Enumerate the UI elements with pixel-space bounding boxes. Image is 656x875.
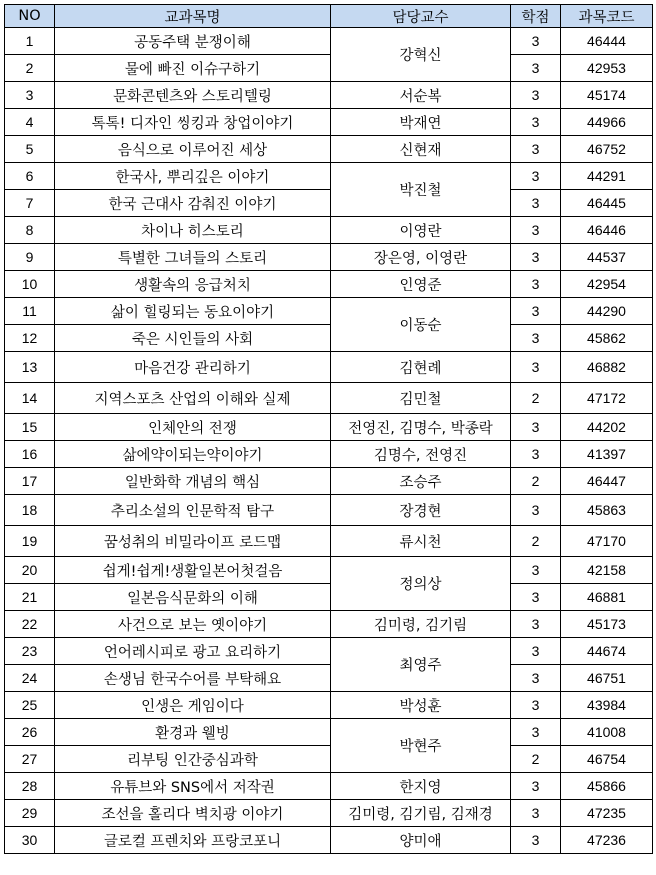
course-name: 공동주택 분쟁이해 [55,28,331,55]
row-number: 28 [5,773,55,800]
course-code: 46445 [561,190,653,217]
professor: 장은영, 이영란 [331,244,511,271]
row-number: 21 [5,584,55,611]
course-name: 톡톡! 디자인 씽킹과 창업이야기 [55,109,331,136]
course-name: 리부팅 인간중심과학 [55,746,331,773]
professor: 양미애 [331,827,511,854]
row-number: 26 [5,719,55,746]
professor: 김미령, 김기림, 김재경 [331,800,511,827]
course-name: 생활속의 응급처치 [55,271,331,298]
course-code: 46754 [561,746,653,773]
table-row [5,352,653,383]
course-name: 물에 빠진 이슈구하기 [55,55,331,82]
course-code: 45173 [561,611,653,638]
row-number: 17 [5,468,55,495]
table-row [5,325,653,352]
course-name: 언어레시피로 광고 요리하기 [55,638,331,665]
credit: 3 [511,495,561,526]
credit: 2 [511,468,561,495]
professor: 전영진, 김명수, 박종락 [331,414,511,441]
course-name: 음식으로 이루어진 세상 [55,136,331,163]
course-name: 지역스포츠 산업의 이해와 실제 [55,383,331,414]
course-name: 환경과 웰빙 [55,719,331,746]
credit: 2 [511,383,561,414]
course-code: 45866 [561,773,653,800]
table-row [5,109,653,136]
course-name: 인체안의 전쟁 [55,414,331,441]
credit: 3 [511,827,561,854]
course-code: 44537 [561,244,653,271]
course-code: 43984 [561,692,653,719]
row-number: 11 [5,298,55,325]
table-row [5,271,653,298]
course-name: 손생님 한국수어를 부탁해요 [55,665,331,692]
credit: 3 [511,163,561,190]
course-code: 46444 [561,28,653,55]
credit: 3 [511,638,561,665]
course-code: 42158 [561,557,653,584]
course-name: 추리소설의 인문학적 탐구 [55,495,331,526]
course-name: 한국 근대사 감춰진 이야기 [55,190,331,217]
table-row [5,584,653,611]
credit: 3 [511,55,561,82]
row-number: 27 [5,746,55,773]
course-code: 45862 [561,325,653,352]
header-row [5,5,653,28]
course-name: 죽은 시인들의 사회 [55,325,331,352]
course-name: 차이나 히스토리 [55,217,331,244]
course-code: 46752 [561,136,653,163]
credit: 3 [511,109,561,136]
course-code: 41008 [561,719,653,746]
row-number: 4 [5,109,55,136]
credit: 3 [511,217,561,244]
course-name: 쉽게!쉽게!생활일본어첫걸음 [55,557,331,584]
table-row [5,82,653,109]
row-number: 12 [5,325,55,352]
table-row [5,495,653,526]
credit: 3 [511,557,561,584]
professor: 박성훈 [331,692,511,719]
course-code: 44290 [561,298,653,325]
professor: 김미령, 김기림 [331,611,511,638]
table-row [5,827,653,854]
credit: 3 [511,441,561,468]
row-number: 22 [5,611,55,638]
table-row [5,611,653,638]
professor: 정의상 [331,557,511,611]
table-row [5,28,653,55]
credit: 3 [511,692,561,719]
professor: 박진철 [331,163,511,217]
row-number: 13 [5,352,55,383]
row-number: 5 [5,136,55,163]
table-row [5,136,653,163]
credit: 2 [511,746,561,773]
course-name: 마음건강 관리하기 [55,352,331,383]
row-number: 7 [5,190,55,217]
row-number: 2 [5,55,55,82]
course-code: 46881 [561,584,653,611]
row-number: 10 [5,271,55,298]
credit: 2 [511,526,561,557]
course-name: 한국사, 뿌리깊은 이야기 [55,163,331,190]
row-number: 19 [5,526,55,557]
course-code: 46882 [561,352,653,383]
row-number: 23 [5,638,55,665]
table-row [5,55,653,82]
course-name: 특별한 그녀들의 스토리 [55,244,331,271]
course-code: 44674 [561,638,653,665]
table-row [5,638,653,665]
row-number: 24 [5,665,55,692]
table-row [5,557,653,584]
row-number: 1 [5,28,55,55]
table-row [5,163,653,190]
row-number: 29 [5,800,55,827]
course-code: 44202 [561,414,653,441]
course-code: 47170 [561,526,653,557]
professor: 김현례 [331,352,511,383]
credit: 3 [511,584,561,611]
table-row [5,217,653,244]
table-row [5,298,653,325]
course-code: 44291 [561,163,653,190]
professor: 최영주 [331,638,511,692]
course-name: 조선을 홀리다 벽치광 이야기 [55,800,331,827]
course-code: 46751 [561,665,653,692]
credit: 3 [511,611,561,638]
table-row [5,414,653,441]
course-name: 일본음식문화의 이해 [55,584,331,611]
course-code: 44966 [561,109,653,136]
header-credit: 학점 [511,5,561,28]
course-name: 문화콘텐츠와 스토리텔링 [55,82,331,109]
course-code: 46447 [561,468,653,495]
row-number: 16 [5,441,55,468]
table-row [5,746,653,773]
professor: 장경현 [331,495,511,526]
credit: 3 [511,136,561,163]
course-code: 42953 [561,55,653,82]
professor: 이영란 [331,217,511,244]
credit: 3 [511,190,561,217]
course-name: 사건으로 보는 옛이야기 [55,611,331,638]
professor: 강혁신 [331,28,511,82]
professor: 조승주 [331,468,511,495]
credit: 3 [511,298,561,325]
table-row [5,244,653,271]
header-professor: 담당교수 [331,5,511,28]
course-code: 47235 [561,800,653,827]
credit: 3 [511,28,561,55]
professor: 인영준 [331,271,511,298]
header-no: NO [5,5,55,28]
credit: 3 [511,719,561,746]
table-row [5,441,653,468]
course-code: 46446 [561,217,653,244]
course-table [4,4,653,854]
credit: 3 [511,352,561,383]
table-row [5,800,653,827]
row-number: 14 [5,383,55,414]
professor: 김명수, 전영진 [331,441,511,468]
table-row [5,190,653,217]
row-number: 30 [5,827,55,854]
row-number: 25 [5,692,55,719]
table-row [5,526,653,557]
header-course-name: 교과목명 [55,5,331,28]
professor: 박재연 [331,109,511,136]
row-number: 8 [5,217,55,244]
course-name: 글로컬 프렌치와 프랑코포니 [55,827,331,854]
table-row [5,665,653,692]
course-name: 일반화학 개념의 핵심 [55,468,331,495]
table-row [5,468,653,495]
course-name: 꿈성취의 비밀라이프 로드맵 [55,526,331,557]
professor: 류시천 [331,526,511,557]
credit: 3 [511,271,561,298]
course-code: 47172 [561,383,653,414]
professor: 이동순 [331,298,511,352]
table-row [5,719,653,746]
course-name: 삶이 힐링되는 동요이야기 [55,298,331,325]
course-code: 41397 [561,441,653,468]
course-name: 인생은 게임이다 [55,692,331,719]
credit: 3 [511,800,561,827]
row-number: 20 [5,557,55,584]
row-number: 9 [5,244,55,271]
header-course-code: 과목코드 [561,5,653,28]
table-row [5,383,653,414]
professor: 신현재 [331,136,511,163]
professor: 한지영 [331,773,511,800]
credit: 3 [511,665,561,692]
course-code: 42954 [561,271,653,298]
course-name: 유튜브와 SNS에서 저작권 [55,773,331,800]
course-code: 45863 [561,495,653,526]
credit: 3 [511,773,561,800]
row-number: 18 [5,495,55,526]
table-row [5,692,653,719]
row-number: 15 [5,414,55,441]
professor: 서순복 [331,82,511,109]
table-row [5,773,653,800]
row-number: 6 [5,163,55,190]
credit: 3 [511,414,561,441]
credit: 3 [511,244,561,271]
professor: 박현주 [331,719,511,773]
professor: 김민철 [331,383,511,414]
course-code: 47236 [561,827,653,854]
row-number: 3 [5,82,55,109]
credit: 3 [511,325,561,352]
course-name: 삶에약이되는약이야기 [55,441,331,468]
course-code: 45174 [561,82,653,109]
credit: 3 [511,82,561,109]
